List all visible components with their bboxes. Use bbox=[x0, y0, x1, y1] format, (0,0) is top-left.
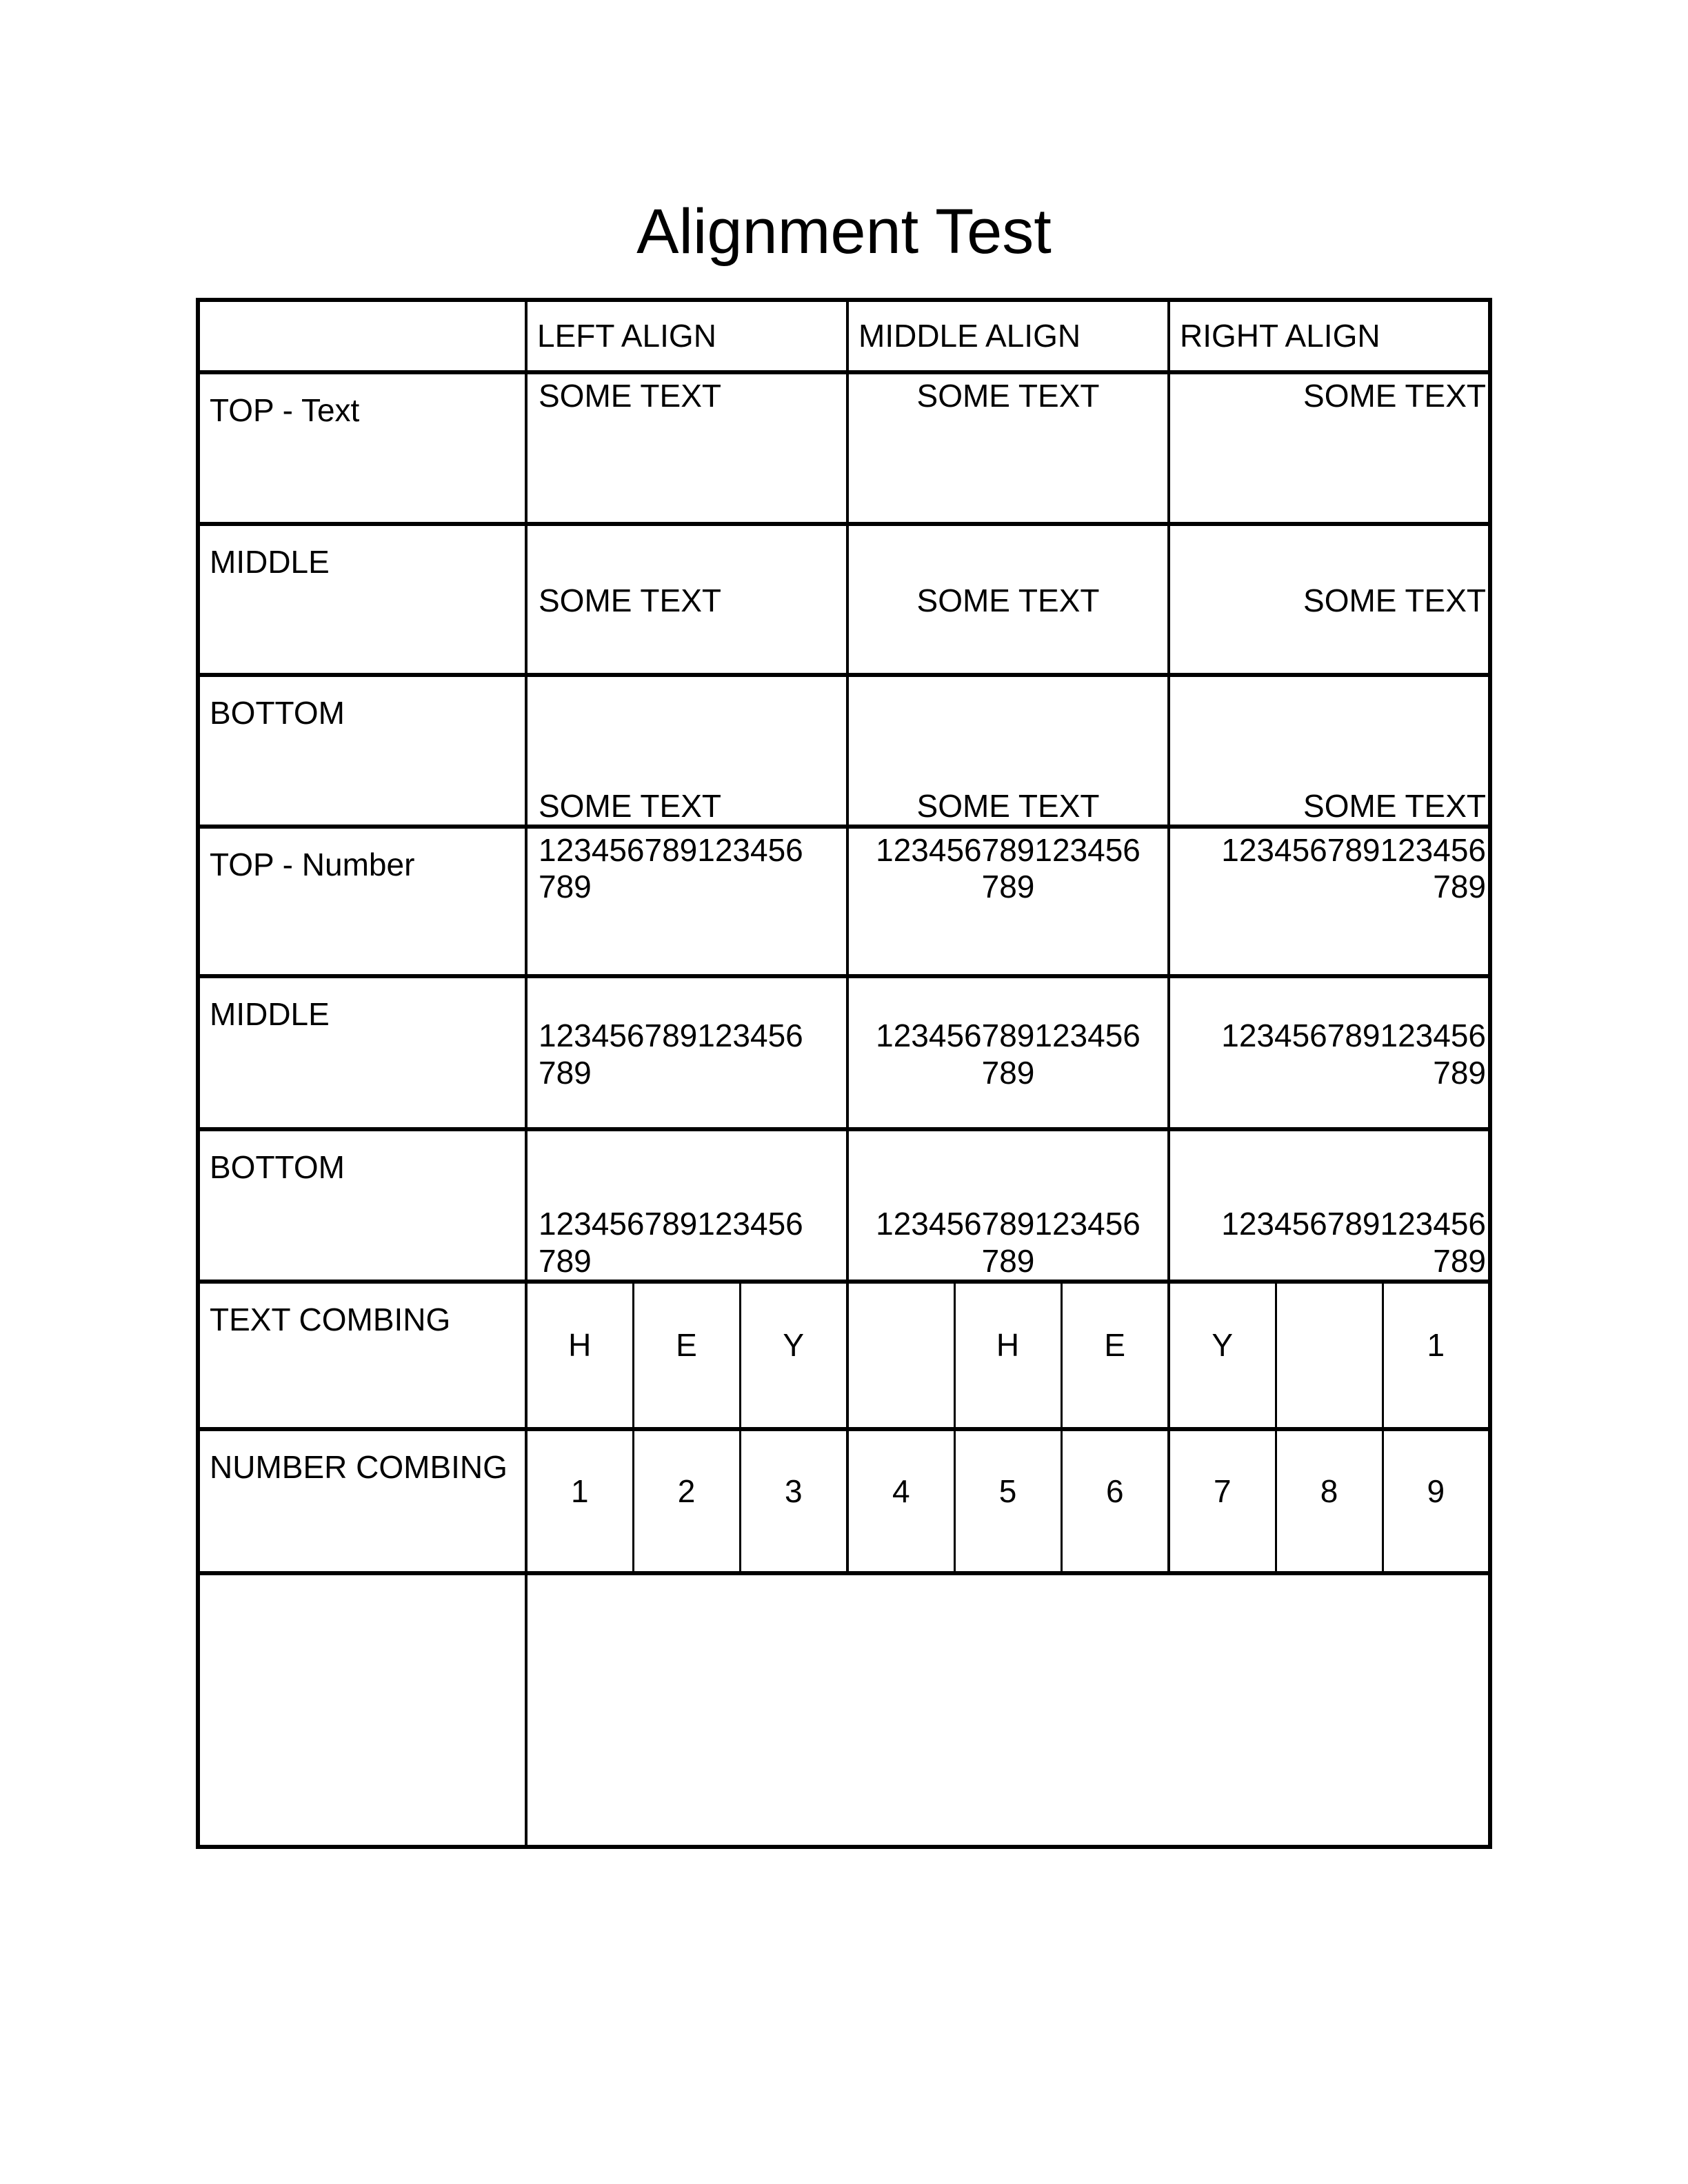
row-label: BOTTOM bbox=[198, 1129, 526, 1282]
row-number-combing bbox=[198, 1429, 1490, 1573]
number-cell: 123456789123456 789 bbox=[847, 827, 1169, 976]
number-cell: 123456789123456 789 bbox=[1169, 827, 1490, 976]
row-bottom-text bbox=[198, 675, 1490, 827]
header-corner-cell bbox=[198, 300, 526, 372]
text-cell: SOME TEXT bbox=[526, 675, 847, 827]
number-cell: 123456789123456 789 bbox=[526, 1129, 847, 1282]
number-cell: 123456789123456 789 bbox=[526, 976, 847, 1129]
text-cell: SOME TEXT bbox=[847, 372, 1169, 524]
comb-cell: 8 bbox=[1276, 1429, 1383, 1573]
comb-cell: 4 bbox=[847, 1429, 954, 1573]
row-label: MIDDLE bbox=[198, 976, 526, 1129]
text-cell: SOME TEXT bbox=[1169, 372, 1490, 524]
row-middle-number bbox=[198, 976, 1490, 1129]
comb-cell: H bbox=[526, 1282, 633, 1429]
text-cell: SOME TEXT bbox=[1169, 524, 1490, 675]
row-label: MIDDLE bbox=[198, 524, 526, 675]
row-label: TOP - Number bbox=[198, 827, 526, 976]
text-cell: SOME TEXT bbox=[526, 372, 847, 524]
row-label: BOTTOM bbox=[198, 675, 526, 827]
text-cell: SOME TEXT bbox=[847, 675, 1169, 827]
comb-cell: 3 bbox=[740, 1429, 847, 1573]
comb-cell: 1 bbox=[526, 1429, 633, 1573]
row-middle-text bbox=[198, 524, 1490, 675]
row-label: TOP - Text bbox=[198, 372, 526, 524]
comb-cell: 6 bbox=[1061, 1429, 1169, 1573]
comb-cell bbox=[1276, 1282, 1383, 1429]
row-bottom-number bbox=[198, 1129, 1490, 1282]
number-cell: 123456789123456 789 bbox=[1169, 1129, 1490, 1282]
comb-cell: 2 bbox=[633, 1429, 740, 1573]
header-row bbox=[198, 300, 1490, 372]
row-top-number bbox=[198, 827, 1490, 976]
row-text-combing bbox=[198, 1282, 1490, 1429]
text-cell: SOME TEXT bbox=[847, 524, 1169, 675]
text-cell: SOME TEXT bbox=[526, 524, 847, 675]
column-header-left-align: LEFT ALIGN bbox=[526, 300, 847, 372]
text-cell: SOME TEXT bbox=[1169, 675, 1490, 827]
number-cell: 123456789123456 789 bbox=[1169, 976, 1490, 1129]
comb-cell: 9 bbox=[1383, 1429, 1490, 1573]
number-cell: 123456789123456 789 bbox=[847, 1129, 1169, 1282]
comb-cell: 5 bbox=[954, 1429, 1061, 1573]
comb-cell: E bbox=[633, 1282, 740, 1429]
comb-cell: Y bbox=[740, 1282, 847, 1429]
row-top-text bbox=[198, 372, 1490, 524]
row-label: NUMBER COMBING bbox=[198, 1429, 526, 1573]
number-cell: 123456789123456 789 bbox=[526, 827, 847, 976]
comb-cell: 1 bbox=[1383, 1282, 1490, 1429]
comb-cell: E bbox=[1061, 1282, 1169, 1429]
comb-cell bbox=[847, 1282, 954, 1429]
number-cell: 123456789123456 789 bbox=[847, 976, 1169, 1129]
column-header-right-align: RIGHT ALIGN bbox=[1169, 300, 1490, 372]
empty-cell bbox=[526, 1573, 1490, 1847]
page-title: Alignment Test bbox=[636, 196, 1052, 267]
comb-cell: 7 bbox=[1169, 1429, 1276, 1573]
row-label: TEXT COMBING bbox=[198, 1282, 526, 1429]
comb-cell: Y bbox=[1169, 1282, 1276, 1429]
row-empty bbox=[198, 1573, 1490, 1847]
comb-cell: H bbox=[954, 1282, 1061, 1429]
alignment-table bbox=[196, 298, 1492, 1849]
column-header-middle-align: MIDDLE ALIGN bbox=[847, 300, 1169, 372]
row-label bbox=[198, 1573, 526, 1847]
